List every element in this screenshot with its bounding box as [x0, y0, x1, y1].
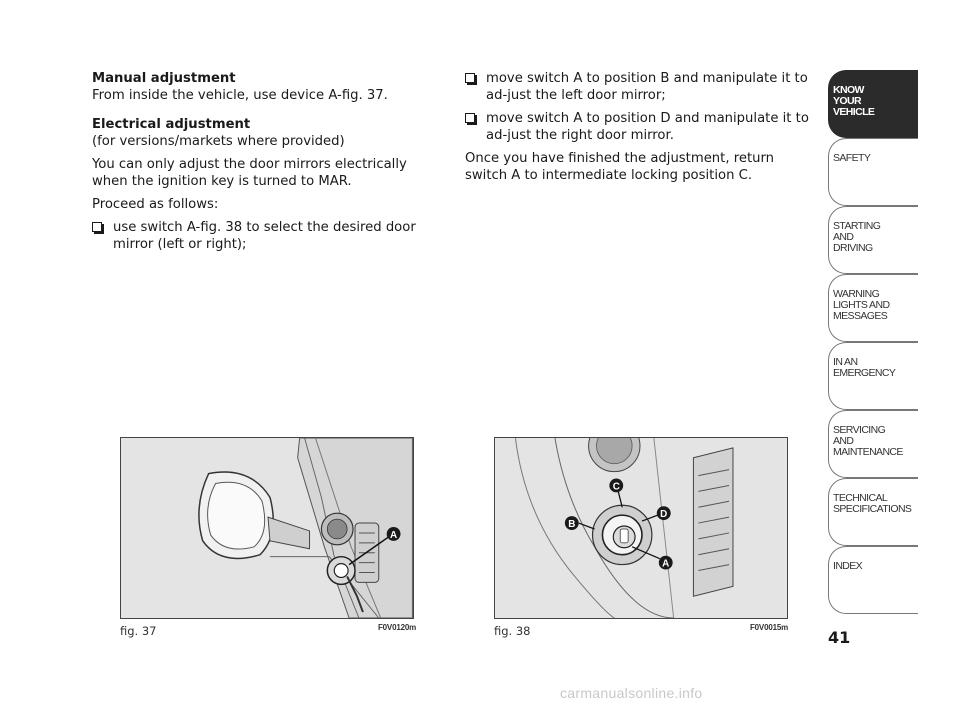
tab-safety[interactable] — [828, 138, 918, 206]
tab-label: SAFETY — [833, 152, 871, 164]
electrical-adjustment-text: You can only adjust the door mirrors electrically when the ignition key is turned to MAR. — [92, 157, 407, 189]
page-number: 41 — [828, 628, 851, 647]
figure-37-caption: fig. 37 — [120, 624, 157, 638]
bullet-text: use switch A-fig. 38 to select the desired door mirror (left or right); — [113, 220, 416, 252]
tab-starting-and-driving[interactable] — [828, 206, 918, 274]
figure-38-illustration — [494, 437, 788, 619]
electrical-adjustment-subheading: (for versions/markets where provided) — [92, 134, 345, 149]
watermark: carmanualsonline.info — [560, 685, 703, 701]
figure-37-code: F0V0120m — [378, 623, 416, 632]
left-column — [92, 70, 444, 259]
tab-label: SERVICING AND MAINTENANCE — [833, 424, 903, 458]
tab-know-your-vehicle[interactable] — [828, 70, 918, 138]
proceed-text: Proceed as follows: — [92, 197, 219, 212]
figure-38-code: F0V0015m — [750, 623, 788, 632]
figure-38-callout-b: B — [568, 519, 576, 531]
tab-label: WARNING LIGHTS AND MESSAGES — [833, 288, 890, 322]
tab-label: KNOW YOUR VEHICLE — [833, 84, 875, 118]
electrical-adjustment-heading: Electrical adjustment — [92, 117, 251, 132]
checkbox-bullet-icon — [465, 113, 475, 123]
checkbox-bullet-icon — [465, 73, 475, 83]
closing-text: Once you have finished the adjustment, return switch A to intermediate locking position C. — [465, 151, 775, 183]
figure-38-caption: fig. 38 — [494, 624, 531, 638]
list-item — [465, 110, 815, 144]
list-item — [92, 219, 444, 253]
tab-label: IN AN EMERGENCY — [833, 356, 896, 379]
right-column — [465, 70, 815, 190]
chapter-sidebar — [828, 70, 918, 614]
tab-label: INDEX — [833, 560, 863, 572]
bullet-text: move switch A to position D and manipulate it to ad-just the right door mirror. — [486, 111, 809, 143]
figure-37-illustration — [120, 437, 414, 619]
tab-label: TECHNICAL SPECIFICATIONS — [833, 492, 912, 515]
manual-adjustment-heading: Manual adjustment — [92, 71, 236, 86]
list-item — [465, 70, 815, 104]
bullet-text: move switch A to position B and manipulate it to ad-just the left door mirror; — [486, 71, 808, 103]
figure-38-callout-d: D — [660, 509, 668, 521]
tab-servicing[interactable] — [828, 410, 918, 478]
tab-label: STARTING AND DRIVING — [833, 220, 881, 254]
tab-technical-specifications[interactable] — [828, 478, 918, 546]
figure-38-callout-c: C — [612, 481, 620, 493]
tab-index[interactable] — [828, 546, 918, 614]
tab-in-an-emergency[interactable] — [828, 342, 918, 410]
manual-adjustment-text: From inside the vehicle, use device A-fig. 37. — [92, 88, 388, 103]
figure-37-callout-label: A — [390, 529, 398, 541]
figure-38-callout-a: A — [662, 558, 670, 570]
checkbox-bullet-icon — [92, 222, 102, 232]
tab-warning-lights[interactable] — [828, 274, 918, 342]
